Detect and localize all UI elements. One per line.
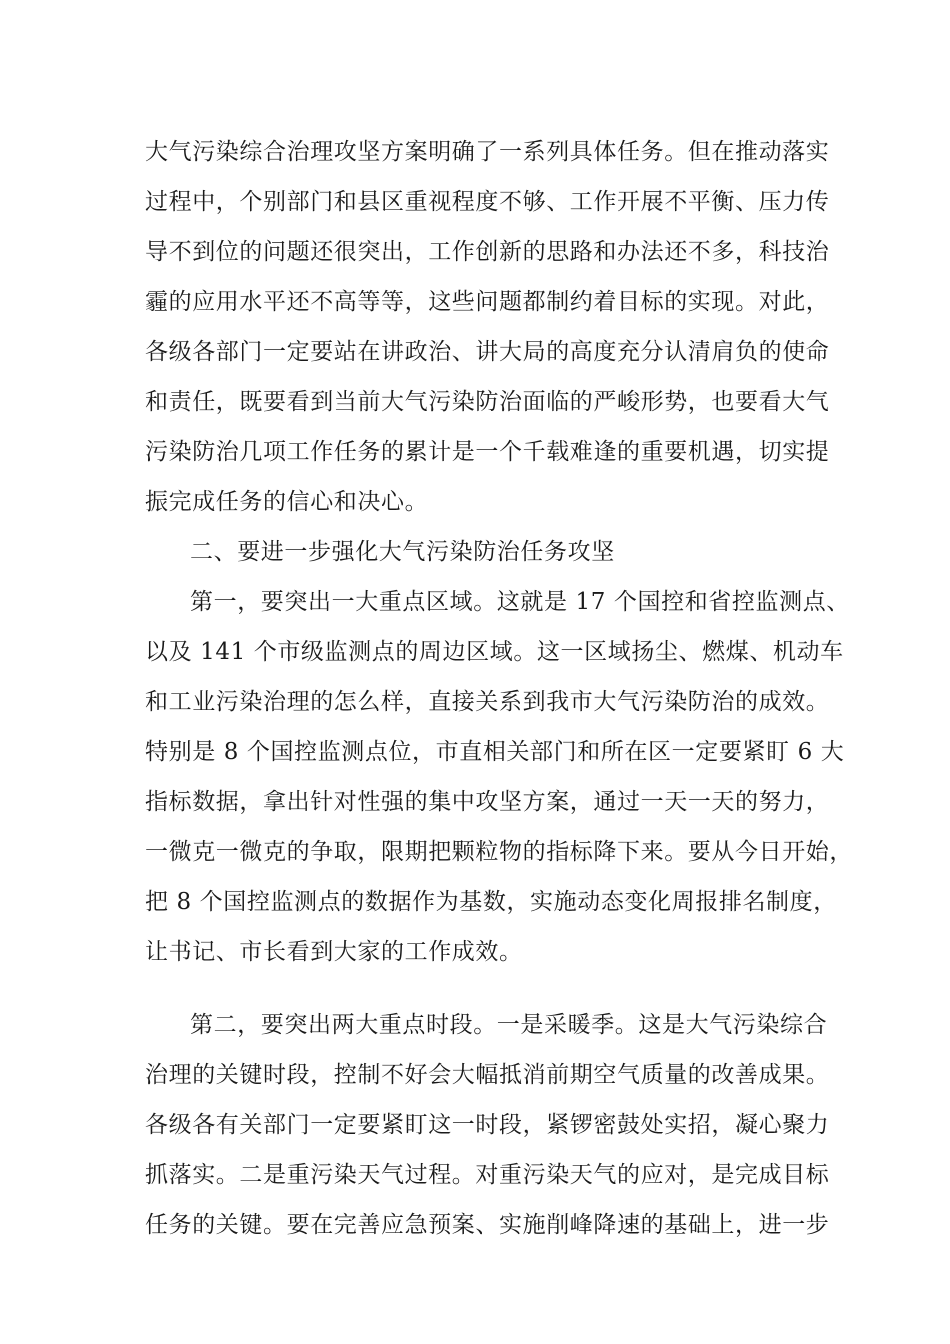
paragraph-line: 把 8 个国控监测点的数据作为基数，实施动态变化周报排名制度， xyxy=(145,889,837,915)
paragraph-line: 一微克一微克的争取，限期把颗粒物的指标降下来。要从今日开始， xyxy=(145,839,853,865)
paragraph-line: 各级各有关部门一定要紧盯这一时段，紧锣密鼓处实招，凝心聚力 xyxy=(145,1112,830,1138)
paragraph-line: 各级各部门一定要站在讲政治、讲大局的高度充分认清肩负的使命 xyxy=(145,339,830,365)
paragraph-line: 治理的关键时段，控制不好会大幅抵消前期空气质量的改善成果。 xyxy=(145,1062,830,1088)
paragraph-line: 振完成任务的信心和决心。 xyxy=(145,489,429,515)
paragraph-line: 导不到位的问题还很突出，工作创新的思路和办法还不多，科技治 xyxy=(145,239,830,265)
paragraph-line: 抓落实。二是重污染天气过程。对重污染天气的应对，是完成目标 xyxy=(145,1162,830,1188)
paragraph-line: 和责任，既要看到当前大气污染防治面临的严峻形势，也要看大气 xyxy=(145,389,830,415)
paragraph-line: 第一，要突出一大重点区域。这就是 17 个国控和省控监测点、 xyxy=(190,589,850,615)
paragraph-line: 霾的应用水平还不高等等，这些问题都制约着目标的实现。对此， xyxy=(145,289,830,315)
paragraph-line: 指标数据，拿出针对性强的集中攻坚方案，通过一天一天的努力， xyxy=(145,789,830,815)
paragraph-line: 大气污染综合治理攻坚方案明确了一系列具体任务。但在推动落实 xyxy=(145,139,830,165)
section-heading: 二、要进一步强化大气污染防治任务攻坚 xyxy=(190,539,615,565)
paragraph-line: 让书记、市长看到大家的工作成效。 xyxy=(145,939,523,965)
paragraph-line: 特别是 8 个国控监测点位，市直相关部门和所在区一定要紧盯 6 大 xyxy=(145,739,845,765)
paragraph-line: 第二，要突出两大重点时段。一是采暖季。这是大气污染综合 xyxy=(190,1012,828,1038)
paragraph-line: 和工业污染治理的怎么样，直接关系到我市大气污染防治的成效。 xyxy=(145,689,830,715)
paragraph-line: 任务的关键。要在完善应急预案、实施削峰降速的基础上，进一步 xyxy=(145,1212,830,1238)
paragraph-line: 以及 141 个市级监测点的周边区域。这一区域扬尘、燃煤、机动车 xyxy=(145,639,844,665)
paragraph-line: 污染防治几项工作任务的累计是一个千载难逢的重要机遇，切实提 xyxy=(145,439,830,465)
paragraph-line: 过程中，个别部门和县区重视程度不够、工作开展不平衡、压力传 xyxy=(145,189,830,215)
